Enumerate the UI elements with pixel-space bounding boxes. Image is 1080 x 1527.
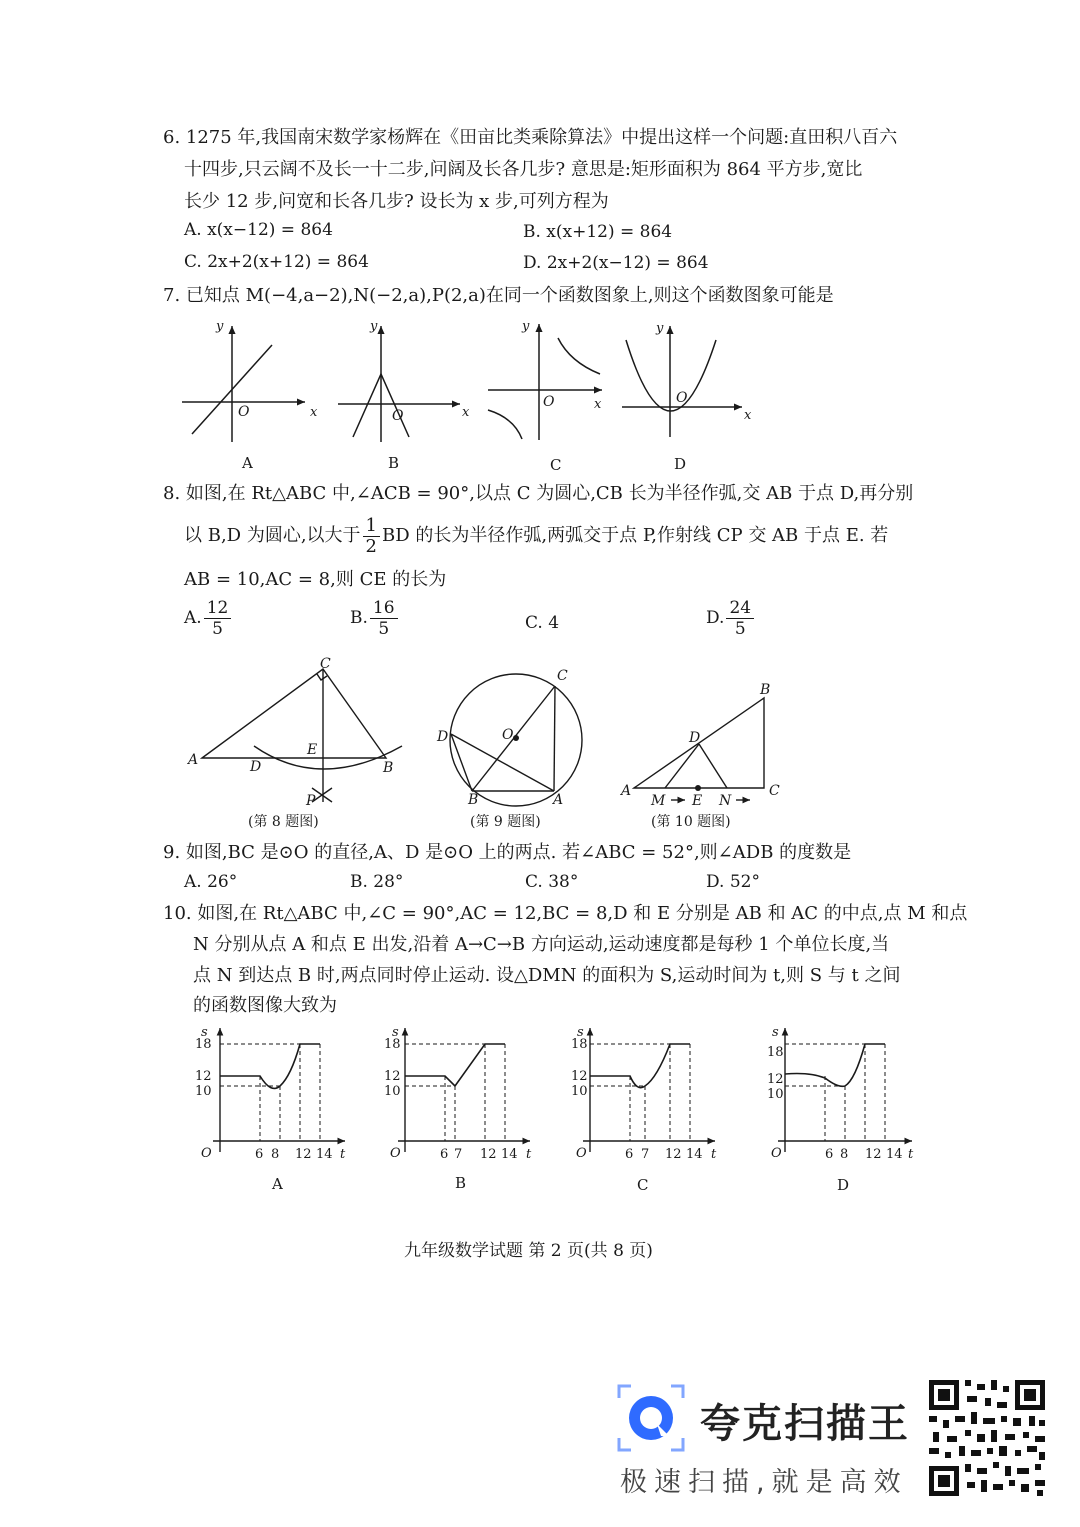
q10-b-tick-10: 10 bbox=[384, 1084, 401, 1099]
q10-a-xt-3: 12 bbox=[295, 1147, 312, 1162]
f10-label-n: N bbox=[719, 793, 732, 809]
q10-c-tick-12: 12 bbox=[571, 1069, 588, 1084]
q10-label-c: C bbox=[637, 1176, 649, 1194]
q10-a-tick-18: 18 bbox=[195, 1037, 212, 1052]
q10-d-s: s bbox=[772, 1025, 779, 1040]
q10-c-xt-1: 6 bbox=[625, 1147, 634, 1162]
q8-line2-start: 以 B,D 为圆心,以大于 bbox=[184, 525, 361, 546]
q10-graph-d bbox=[778, 1028, 912, 1152]
q10-graph-a bbox=[213, 1028, 345, 1152]
q8-option-b bbox=[350, 598, 400, 639]
q8-option-b-label: B. bbox=[350, 608, 368, 628]
q10-d-tick-12: 12 bbox=[767, 1072, 784, 1087]
f9-caption: (第 9 题图) bbox=[470, 814, 541, 830]
q10-d-tick-10: 10 bbox=[767, 1087, 784, 1102]
q7-text: 7. 已知点 M(−4,a−2),N(−2,a),P(2,a)在同一个函数图象上,则这个函数图象可能是 bbox=[163, 285, 834, 306]
watermark-slogan: 极速扫描,就是高效 bbox=[620, 1467, 908, 1498]
q10-graphs bbox=[185, 1022, 925, 1200]
figure-8 bbox=[202, 669, 402, 802]
q10-d-xt-3: 12 bbox=[865, 1147, 882, 1162]
f10-label-m: M bbox=[651, 793, 666, 809]
f9-label-c: C bbox=[557, 668, 568, 684]
q8-option-a-den: 5 bbox=[212, 619, 223, 639]
q6-option-b: B. x(x+12) = 864 bbox=[523, 222, 673, 242]
q9-option-a: A. 26° bbox=[184, 872, 238, 892]
q10-c-tick-10: 10 bbox=[571, 1084, 588, 1099]
q10-d-origin: O bbox=[771, 1146, 782, 1161]
q6-line1: 6. 1275 年,我国南宋数学家杨辉在《田亩比类乘除算法》中提出这样一个问题:直田积八百六 bbox=[163, 127, 898, 148]
q8-option-d bbox=[706, 598, 756, 639]
q10-d-xt-4: 14 bbox=[886, 1147, 903, 1162]
q8-fraction-numerator: 1 bbox=[363, 516, 380, 537]
q7-c-y-label: y bbox=[522, 319, 530, 334]
q8-fraction-denominator: 2 bbox=[365, 535, 377, 557]
q7-graph-b bbox=[338, 326, 460, 442]
q8-option-a-num: 12 bbox=[204, 598, 232, 619]
q7-b-origin: O bbox=[392, 408, 404, 424]
q10-line4: 的函数图像大致为 bbox=[193, 995, 337, 1016]
q10-c-xt-2: 7 bbox=[641, 1147, 650, 1162]
q9-text: 9. 如图,BC 是⊙O 的直径,A、D 是⊙O 上的两点. 若∠ABC = 52°,则∠ADB 的度数是 bbox=[163, 842, 852, 863]
q10-graph-b bbox=[398, 1028, 530, 1152]
q8-option-a-label: A. bbox=[184, 608, 202, 628]
f10-label-b: B bbox=[760, 682, 771, 698]
q7-b-y-label: y bbox=[370, 319, 378, 334]
q6-option-a: A. x(x−12) = 864 bbox=[184, 220, 333, 240]
q8-line2 bbox=[184, 514, 888, 558]
q10-b-tick-18: 18 bbox=[384, 1037, 401, 1052]
q7-c-origin: O bbox=[543, 394, 555, 410]
q7-graphs bbox=[170, 312, 770, 482]
q8-option-b-num: 16 bbox=[370, 598, 398, 619]
q10-c-origin: O bbox=[576, 1146, 587, 1161]
figure-10 bbox=[634, 698, 764, 800]
q7-d-origin: O bbox=[676, 390, 688, 406]
q10-d-xt-2: 8 bbox=[840, 1147, 849, 1162]
q8-option-d-label: D. bbox=[706, 608, 725, 628]
q10-c-t: t bbox=[711, 1147, 717, 1162]
q10-a-s: s bbox=[201, 1025, 208, 1040]
f8-label-b: B bbox=[383, 760, 394, 776]
quark-logo-icon bbox=[615, 1382, 687, 1454]
q8-option-a bbox=[184, 598, 233, 639]
q10-c-xt-3: 12 bbox=[665, 1147, 682, 1162]
q8-line3: AB = 10,AC = 8,则 CE 的长为 bbox=[184, 569, 447, 590]
f10-caption: (第 10 题图) bbox=[651, 814, 731, 830]
f9-label-a: A bbox=[553, 792, 564, 808]
q7-a-x-label: x bbox=[310, 405, 318, 420]
q10-b-origin: O bbox=[390, 1146, 401, 1161]
q7-graph-d bbox=[622, 326, 742, 437]
f8-label-e: E bbox=[307, 742, 318, 758]
q8-option-b-den: 5 bbox=[378, 619, 390, 639]
q10-line3: 点 N 到达点 B 时,两点同时停止运动. 设△DMN 的面积为 S,运动时间为 t,则 S 与 t 之间 bbox=[193, 965, 901, 986]
q10-a-xt-2: 8 bbox=[271, 1147, 280, 1162]
q8-option-c: C. 4 bbox=[525, 613, 560, 633]
q8-fraction bbox=[363, 516, 380, 557]
q7-d-y-label: y bbox=[656, 321, 664, 336]
q7-label-a: A bbox=[242, 454, 253, 472]
q10-b-xt-1: 6 bbox=[440, 1147, 449, 1162]
q9-option-d: D. 52° bbox=[706, 872, 760, 892]
q6-option-d: D. 2x+2(x−12) = 864 bbox=[523, 253, 709, 273]
q10-a-tick-10: 10 bbox=[195, 1084, 212, 1099]
q7-d-x-label: x bbox=[744, 408, 752, 423]
f8-label-c: C bbox=[320, 656, 331, 672]
q7-b-x-label: x bbox=[462, 405, 470, 420]
f8-label-a: A bbox=[188, 752, 199, 768]
q8-line2-end: BD 的长为半径作弧,两弧交于点 P,作射线 CP 交 AB 于点 E. 若 bbox=[382, 525, 889, 546]
q6-line2: 十四步,只云阔不及长一十二步,问阔及长各几步? 意思是:矩形面积为 864 平方步,宽比 bbox=[184, 159, 863, 180]
q10-b-xt-4: 14 bbox=[501, 1147, 518, 1162]
q10-b-t: t bbox=[526, 1147, 532, 1162]
q10-b-xt-2: 7 bbox=[454, 1147, 463, 1162]
q7-label-c: C bbox=[550, 456, 562, 474]
q9-option-b: B. 28° bbox=[350, 872, 404, 892]
q10-label-a: A bbox=[272, 1175, 283, 1193]
qr-code-icon bbox=[925, 1376, 1049, 1500]
f9-label-o: O bbox=[502, 727, 514, 743]
q7-label-b: B bbox=[388, 454, 400, 472]
page-footer: 九年级数学试题 第 2 页(共 8 页) bbox=[404, 1241, 653, 1261]
q10-label-d: D bbox=[837, 1176, 850, 1194]
f9-center-dot bbox=[513, 735, 519, 741]
q10-c-xt-4: 14 bbox=[686, 1147, 703, 1162]
q7-graph-c bbox=[488, 324, 602, 440]
q10-b-xt-3: 12 bbox=[480, 1147, 497, 1162]
q10-c-s: s bbox=[577, 1025, 584, 1040]
f8-label-p: P bbox=[306, 793, 316, 809]
q8-line1: 8. 如图,在 Rt△ABC 中,∠ACB = 90°,以点 C 为圆心,CB 长为半径作弧,交 AB 于点 D,再分别 bbox=[163, 483, 914, 504]
f9-label-b: B bbox=[468, 792, 479, 808]
f9-label-d: D bbox=[437, 729, 449, 745]
q10-line2: N 分别从点 A 和点 E 出发,沿着 A→C→B 方向运动,运动速度都是每秒 1 个单位长度,当 bbox=[193, 934, 890, 955]
q10-d-tick-18: 18 bbox=[767, 1045, 784, 1060]
f8-label-d: D bbox=[250, 759, 262, 775]
q10-a-tick-12: 12 bbox=[195, 1069, 212, 1084]
q6-line3: 长少 12 步,问宽和长各几步? 设长为 x 步,可列方程为 bbox=[184, 191, 609, 212]
f10-point-e-dot bbox=[695, 785, 701, 791]
q7-c-x-label: x bbox=[594, 397, 602, 412]
q10-a-t: t bbox=[340, 1147, 346, 1162]
f10-label-e: E bbox=[692, 793, 703, 809]
q10-b-tick-12: 12 bbox=[384, 1069, 401, 1084]
figures-row bbox=[180, 650, 800, 835]
q8-option-d-num: 24 bbox=[726, 598, 754, 619]
q10-b-s: s bbox=[392, 1025, 399, 1040]
q9-option-c: C. 38° bbox=[525, 872, 579, 892]
q10-graph-c bbox=[583, 1028, 715, 1152]
q10-d-xt-1: 6 bbox=[825, 1147, 834, 1162]
q10-a-origin: O bbox=[201, 1146, 212, 1161]
q7-a-origin: O bbox=[238, 404, 250, 420]
q7-label-d: D bbox=[674, 455, 687, 473]
q10-c-tick-18: 18 bbox=[571, 1037, 588, 1052]
q7-a-y-label: y bbox=[216, 319, 224, 334]
f8-caption: (第 8 题图) bbox=[248, 814, 319, 830]
f10-label-a: A bbox=[621, 783, 632, 799]
f10-label-c: C bbox=[769, 783, 780, 799]
watermark-brand: 夸克扫描王 bbox=[700, 1401, 910, 1447]
q8-option-d-den: 5 bbox=[734, 619, 746, 639]
q7-graph-a bbox=[182, 326, 305, 442]
q10-a-xt-4: 14 bbox=[316, 1147, 333, 1162]
q10-a-xt-1: 6 bbox=[255, 1147, 264, 1162]
q10-line1: 10. 如图,在 Rt△ABC 中,∠C = 90°,AC = 12,BC = 8,D 和 E 分别是 AB 和 AC 的中点,点 M 和点 bbox=[163, 903, 968, 924]
q6-option-c: C. 2x+2(x+12) = 864 bbox=[184, 252, 369, 272]
q10-label-b: B bbox=[455, 1174, 467, 1192]
f10-label-d: D bbox=[689, 730, 701, 746]
q10-d-t: t bbox=[908, 1147, 914, 1162]
